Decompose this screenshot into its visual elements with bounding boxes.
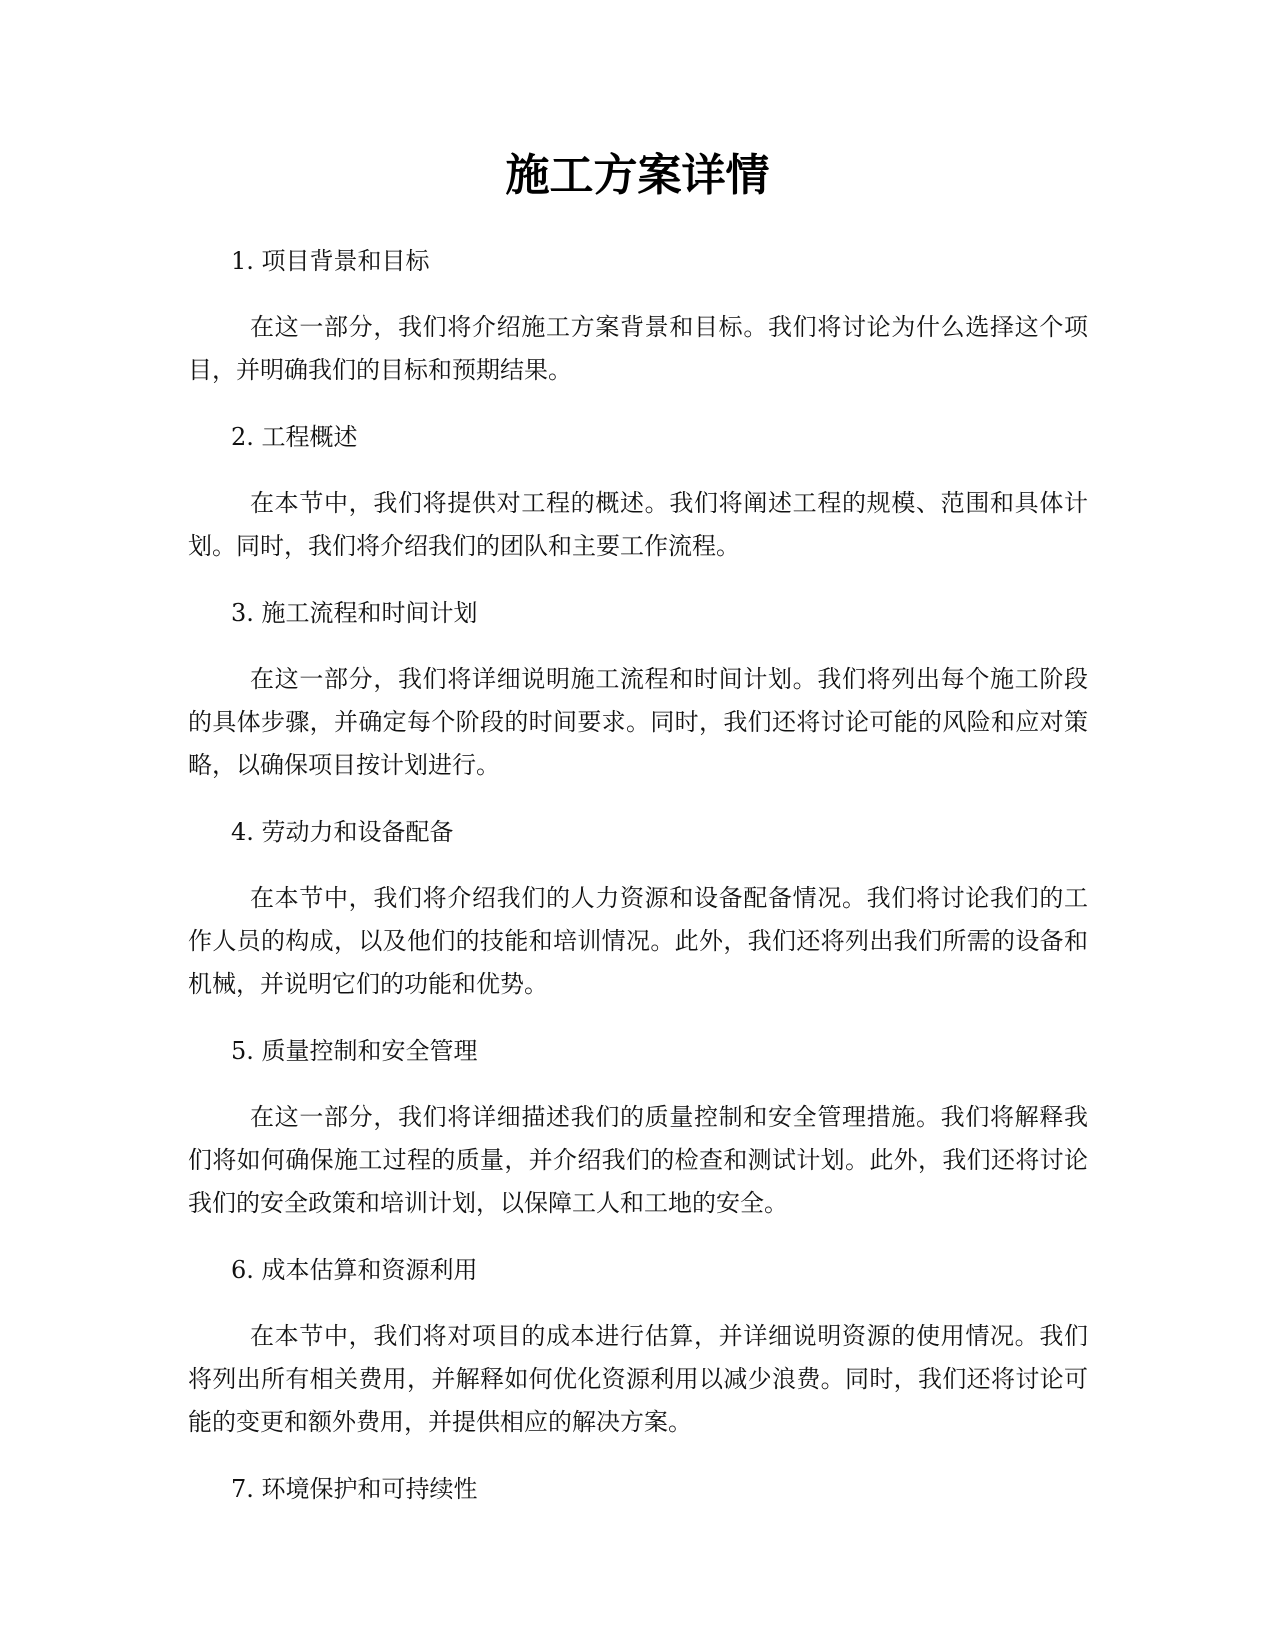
section-6 — [188, 1249, 1088, 1444]
section-7 — [188, 1468, 1088, 1510]
section-3 — [188, 592, 1088, 787]
section-4 — [188, 811, 1088, 1006]
section-paragraph: 在这一部分，我们将介绍施工方案背景和目标。我们将讨论为什么选择这个项目，并明确我们的目标和预期结果。 — [188, 313, 1088, 384]
section-heading: 6. 成本估算和资源利用 — [231, 1256, 478, 1284]
section-heading: 2. 工程概述 — [231, 423, 358, 451]
section-paragraph: 在本节中，我们将对项目的成本进行估算，并详细说明资源的使用情况。我们将列出所有相关费用，并解释如何优化资源利用以减少浪费。同时，我们还将讨论可能的变更和额外费用，并提供相应的解决方案。 — [188, 1322, 1088, 1436]
section-heading: 5. 质量控制和安全管理 — [231, 1037, 478, 1065]
section-heading: 3. 施工流程和时间计划 — [231, 599, 478, 627]
section-paragraph: 在这一部分，我们将详细描述我们的质量控制和安全管理措施。我们将解释我们将如何确保施工过程的质量，并介绍我们的检查和测试计划。此外，我们还将讨论我们的安全政策和培训计划，以保障工人和工地的安全。 — [188, 1103, 1088, 1217]
section-heading: 4. 劳动力和设备配备 — [231, 818, 454, 846]
section-2 — [188, 416, 1088, 568]
section-paragraph: 在本节中，我们将介绍我们的人力资源和设备配备情况。我们将讨论我们的工作人员的构成，以及他们的技能和培训情况。此外，我们还将列出我们所需的设备和机械，并说明它们的功能和优势。 — [188, 884, 1088, 998]
section-heading: 7. 环境保护和可持续性 — [231, 1475, 478, 1503]
section-5 — [188, 1030, 1088, 1225]
document-body — [188, 240, 1088, 1534]
section-paragraph: 在本节中，我们将提供对工程的概述。我们将阐述工程的规模、范围和具体计划。同时，我们将介绍我们的团队和主要工作流程。 — [188, 489, 1088, 560]
document-title: 施工方案详情 — [505, 150, 770, 201]
section-heading: 1. 项目背景和目标 — [231, 247, 430, 275]
section-1 — [188, 240, 1088, 392]
section-paragraph: 在这一部分，我们将详细说明施工流程和时间计划。我们将列出每个施工阶段的具体步骤，并确定每个阶段的时间要求。同时，我们还将讨论可能的风险和应对策略，以确保项目按计划进行。 — [188, 665, 1088, 779]
